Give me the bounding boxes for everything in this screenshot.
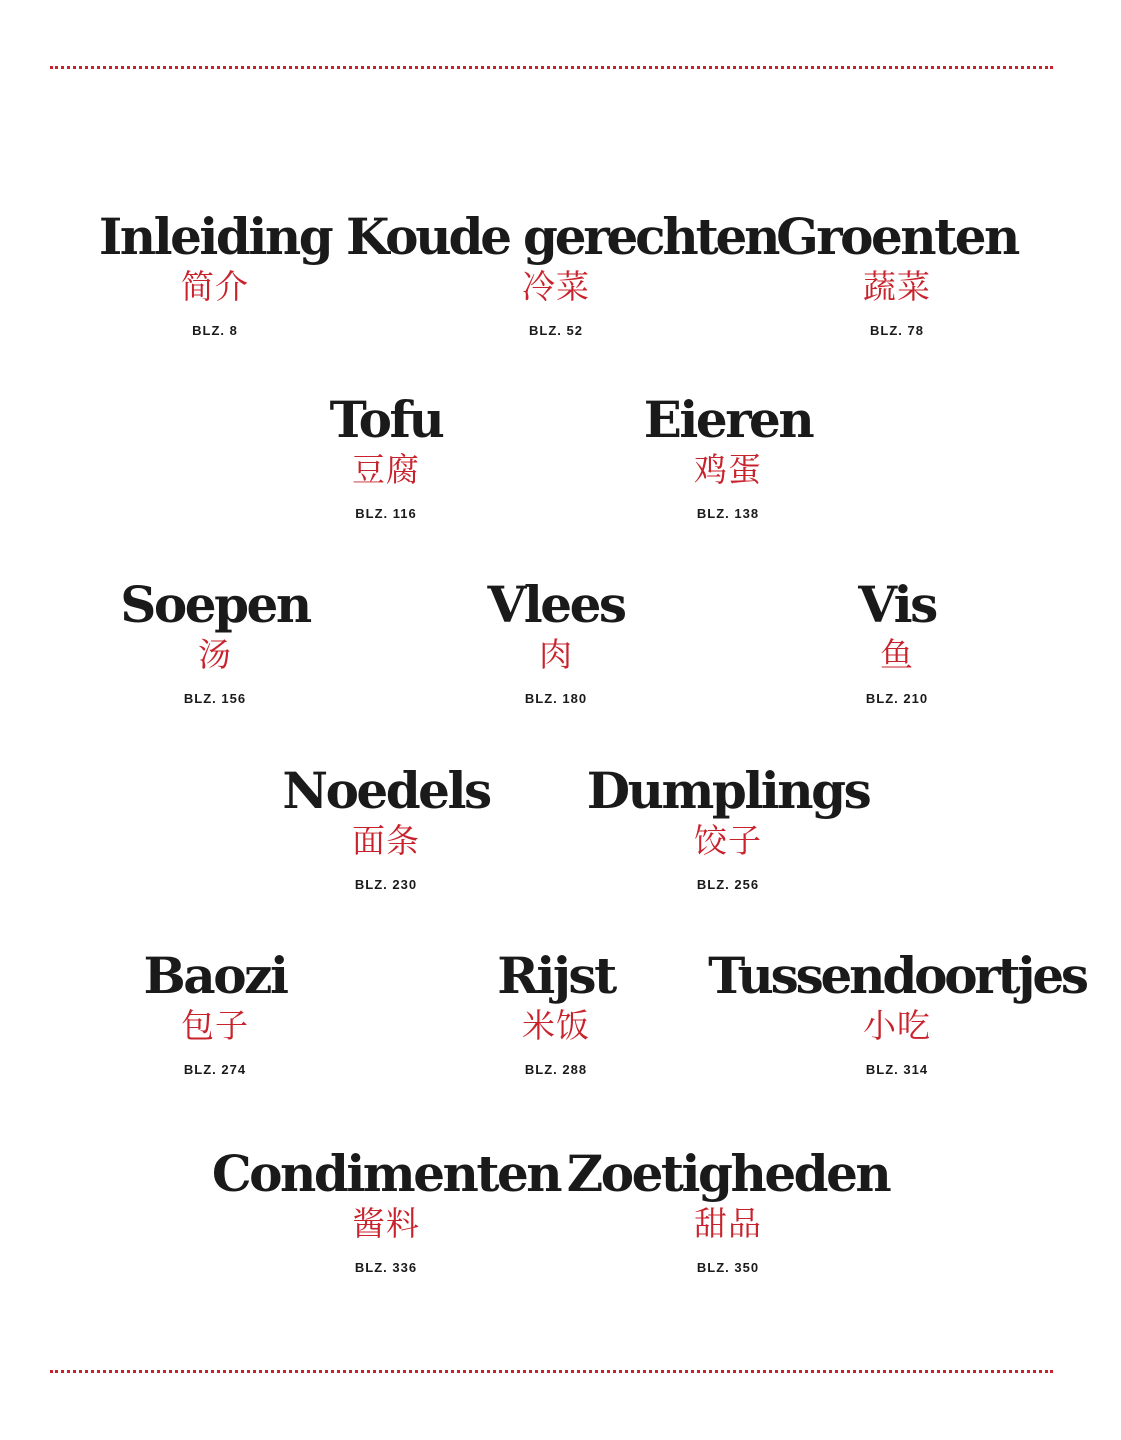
entry-page-number: BLZ. 256 [696,877,760,892]
entry-chinese-title: 小吃 [863,1006,931,1045]
entry-chinese-title: 酱料 [352,1204,420,1243]
entry-page-number: BLZ. 274 [183,1062,247,1077]
entry-title: Groenten [776,207,1018,266]
entry-chinese-title: 豆腐 [352,450,420,489]
entry-page-number: BLZ. 336 [354,1260,418,1275]
entry-title: Rijst [497,946,615,1005]
entry-page-number: BLZ. 116 [355,506,417,521]
entry-chinese-title: 包子 [181,1006,249,1045]
entry-chinese-title: 甜品 [694,1204,762,1243]
entry-chinese-title: 冷菜 [522,267,590,306]
entry-chinese-title: 饺子 [694,821,762,860]
entry-page-number: BLZ. 288 [524,1062,588,1077]
top-dotted-rule [50,66,1053,69]
entry-page-number: BLZ. 138 [696,506,760,521]
entry-chinese-title: 米饭 [522,1006,590,1045]
entry-chinese-title: 鱼 [880,635,914,674]
toc-entry-groenten[interactable] [687,207,1107,339]
entry-page-number: BLZ. 230 [354,877,418,892]
toc-entry-tussendoortjes[interactable] [687,946,1107,1078]
entry-page-number: BLZ. 180 [524,691,588,706]
toc-entry-eieren[interactable] [518,390,938,522]
entry-title: Zoetigheden [566,1144,890,1203]
entry-title: Tussendoortjes [708,946,1086,1005]
entry-page-number: BLZ. 210 [865,691,929,706]
toc-entry-vis[interactable] [687,575,1107,707]
entry-chinese-title: 简介 [181,267,249,306]
toc-entry-dumplings[interactable] [518,761,938,893]
entry-title: Vis [858,575,936,634]
entry-page-number: BLZ. 350 [696,1260,760,1275]
entry-page-number: BLZ. 156 [183,691,247,706]
entry-title: Noedels [282,761,490,820]
entry-title: Dumplings [586,761,870,820]
entry-title: Baozi [143,946,287,1005]
entry-page-number: BLZ. 8 [192,323,238,338]
entry-title: Inleiding [98,207,332,266]
entry-page-number: BLZ. 314 [865,1062,929,1077]
entry-chinese-title: 蔬菜 [863,267,931,306]
toc-entry-zoetigheden[interactable] [518,1144,938,1276]
bottom-dotted-rule [50,1370,1053,1373]
entry-title: Tofu [329,390,443,449]
entry-page-number: BLZ. 78 [870,323,924,338]
entry-title: Condimenten [211,1144,561,1203]
entry-chinese-title: 面条 [352,821,420,860]
entry-chinese-title: 汤 [198,635,232,674]
entry-chinese-title: 鸡蛋 [694,450,762,489]
entry-page-number: BLZ. 52 [529,323,583,338]
entry-title: Eieren [643,390,813,449]
entry-title: Soepen [120,575,310,634]
entry-title: Koude gerechten [346,207,778,266]
entry-title: Vlees [487,575,625,634]
entry-chinese-title: 肉 [539,635,573,674]
